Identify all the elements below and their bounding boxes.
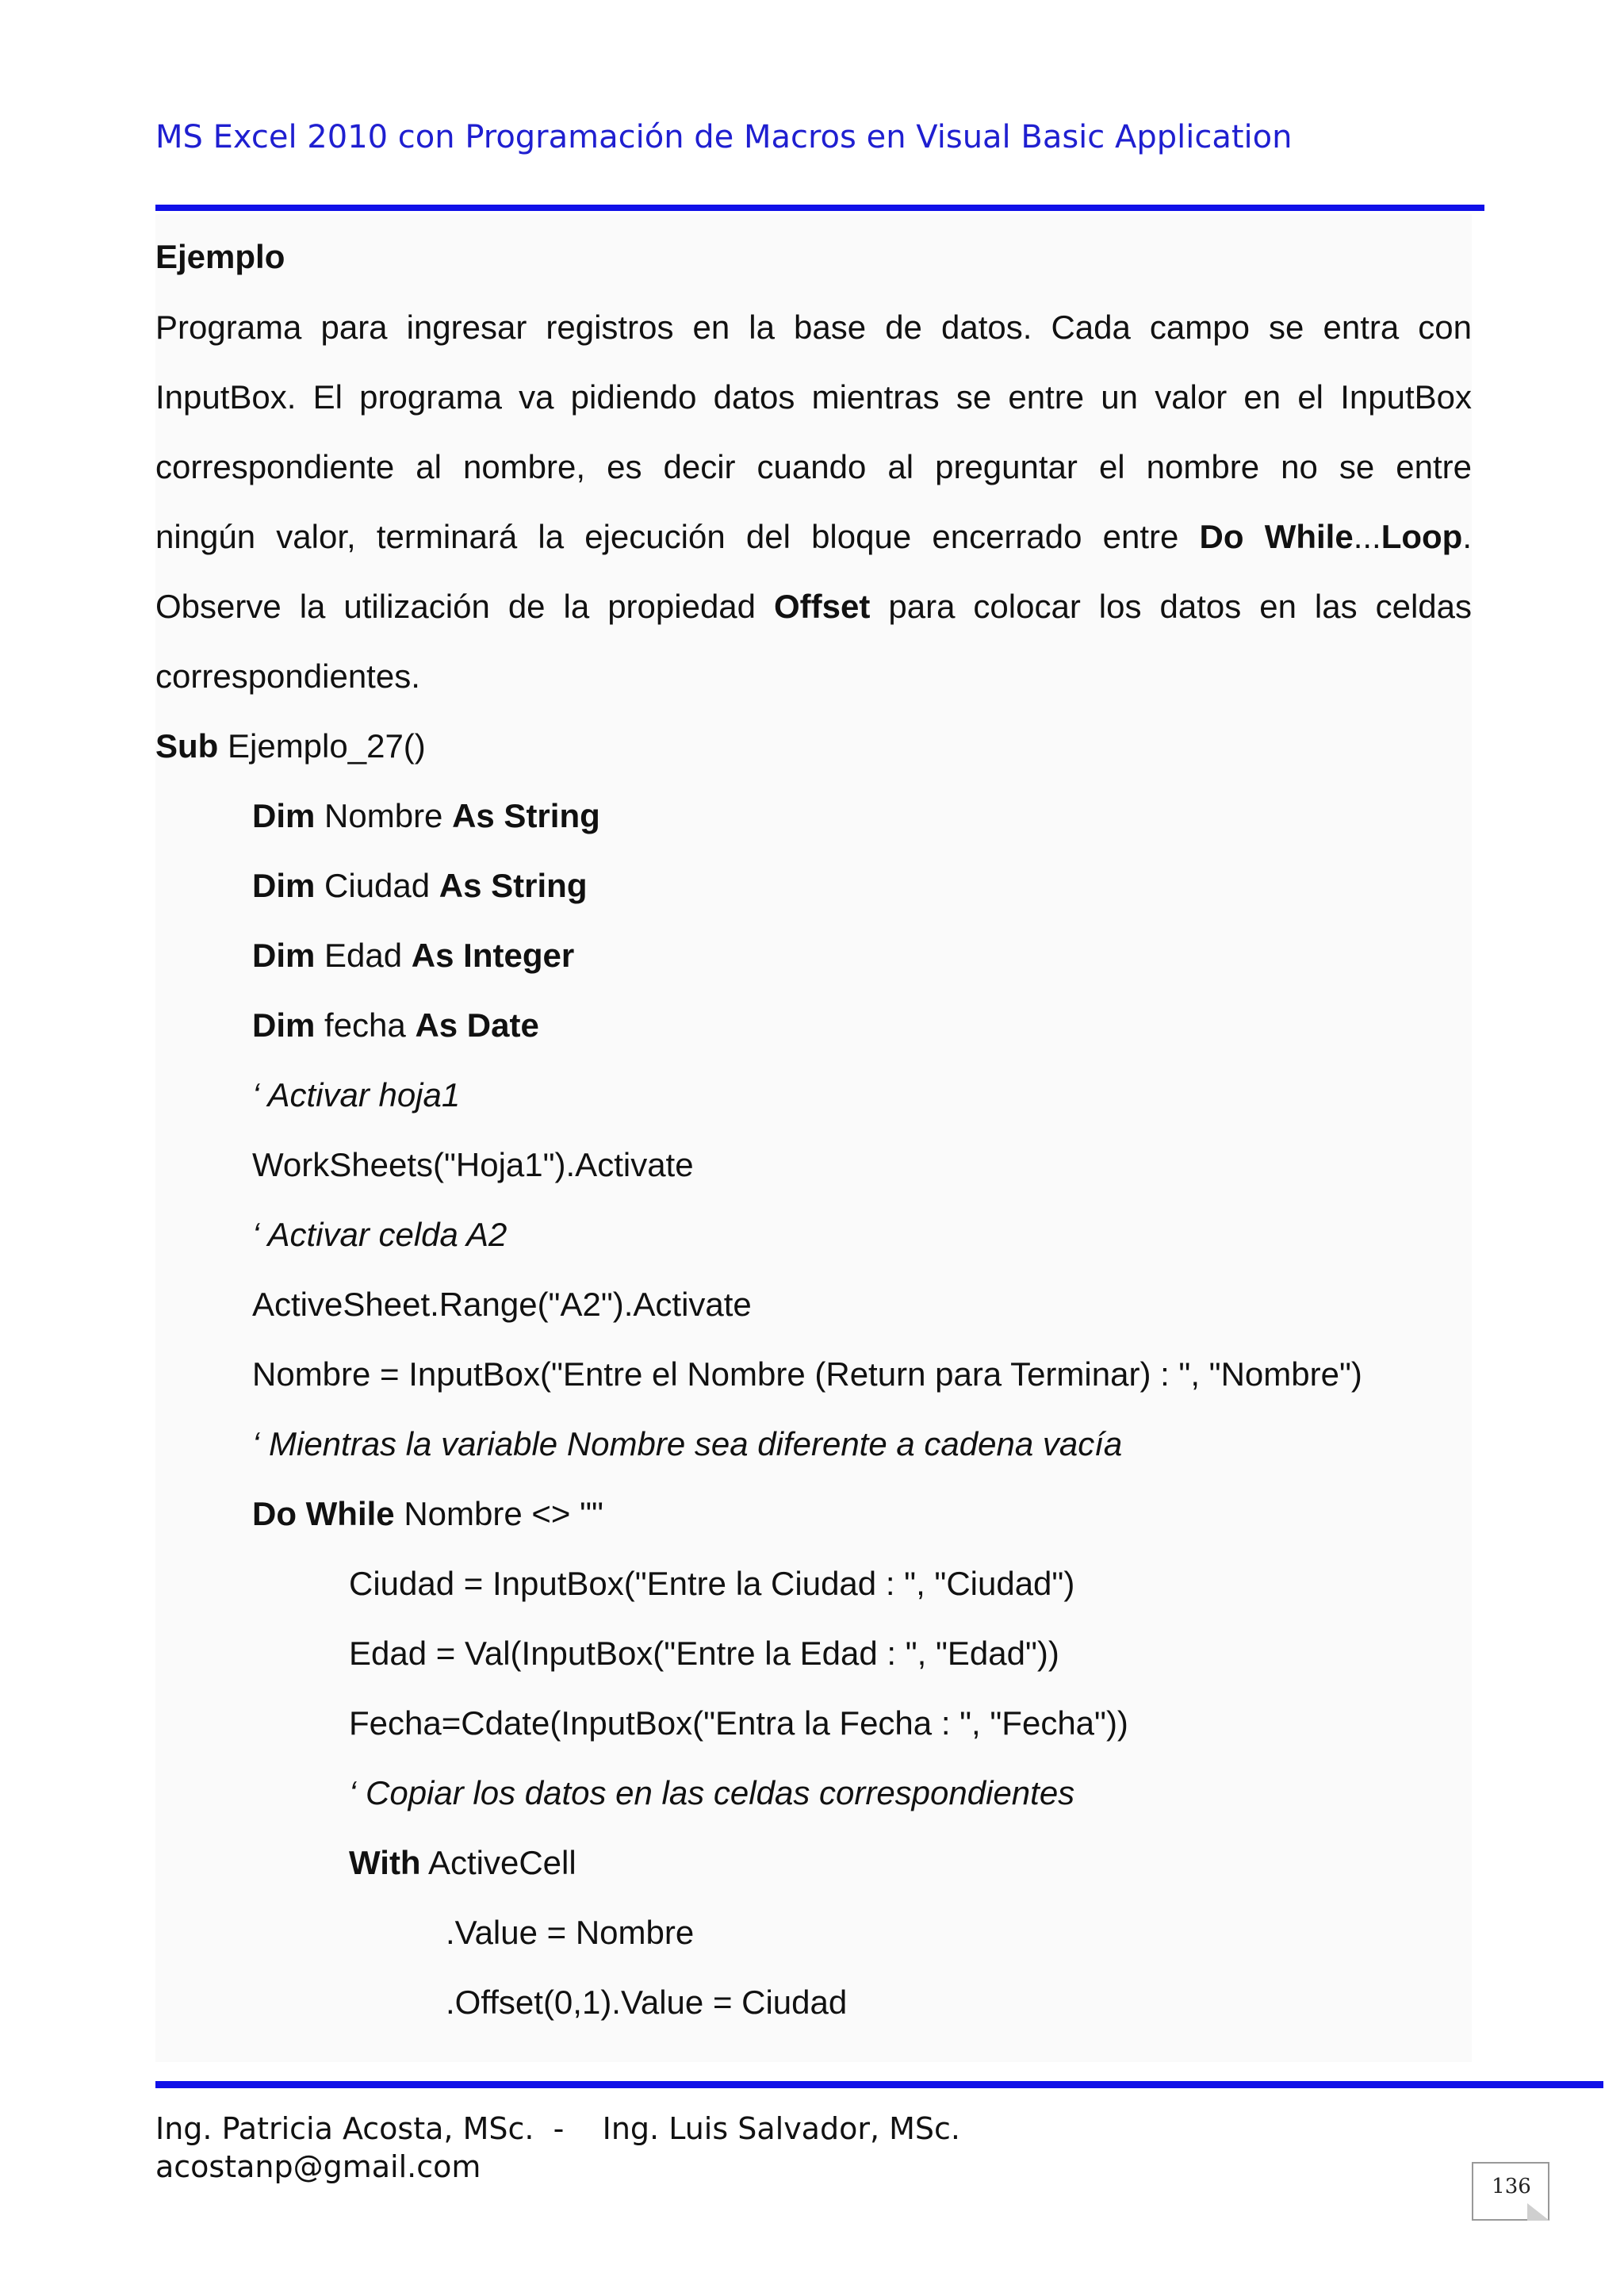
code-statement: Ciudad = InputBox("Entre la Ciudad : ", "Ciudad") [349, 1565, 1075, 1602]
section-title: Ejemplo [155, 238, 285, 275]
code-text: Ciudad [315, 867, 439, 904]
paragraph-line [155, 590, 1472, 623]
code-text: Nombre <> "" [394, 1495, 603, 1532]
keyword-do-while: Do While [252, 1495, 395, 1532]
code-statement: .Value = Nombre [446, 1914, 695, 1951]
keyword-type: As Date [415, 1006, 539, 1044]
footer-email: acostanp@gmail.com [155, 2149, 481, 2184]
code-text: Ejemplo_27() [218, 727, 426, 765]
keyword-sub: Sub [155, 727, 219, 765]
document-header-title: MS Excel 2010 con Programación de Macros en Visual Basic Application [155, 119, 1293, 155]
code-statement: WorkSheets("Hoja1").Activate [252, 1146, 694, 1183]
code-statement: Fecha=Cdate(InputBox("Entra la Fecha : ", "Fecha")) [349, 1704, 1128, 1742]
paragraph-text: . [1462, 518, 1473, 555]
paragraph-text: para colocar los datos en las celdas [870, 588, 1472, 625]
code-statement: ActiveSheet.Range("A2").Activate [252, 1286, 752, 1323]
code-text: ActiveCell [420, 1844, 576, 1881]
code-statement: .Offset(0,1).Value = Ciudad [446, 1984, 848, 2021]
paragraph-line: correspondiente al nombre, es decir cuando al preguntar el nombre no se entre [155, 448, 1472, 485]
paragraph-line: correspondientes. [155, 657, 420, 695]
paragraph-line [155, 520, 1472, 554]
code-dim-line [252, 869, 587, 903]
keyword-offset: Offset [774, 588, 871, 625]
paragraph-text: ningún valor, terminará la ejecución del bloque encerrado entre [155, 518, 1200, 555]
keyword-dim: Dim [252, 937, 316, 974]
code-statement: Edad = Val(InputBox("Entre la Edad : ", "Edad")) [349, 1635, 1059, 1672]
code-text: Edad [315, 937, 412, 974]
keyword-dim: Dim [252, 1006, 316, 1044]
keyword-type: As String [452, 797, 600, 834]
code-comment: ‘ Mientras la variable Nombre sea diferente a cadena vacía [252, 1425, 1123, 1462]
code-comment: ‘ Activar hoja1 [252, 1076, 461, 1114]
code-comment: ‘ Activar celda A2 [252, 1216, 508, 1253]
page-number-box [1472, 2162, 1549, 2221]
keyword-loop: Loop [1381, 518, 1463, 555]
paragraph-text: Observe la utilización de la propiedad [155, 588, 775, 625]
keyword-do-while: Do While [1199, 518, 1354, 555]
page-number: 136 [1492, 2175, 1531, 2198]
keyword-type: As Integer [411, 937, 575, 974]
footer-authors: Ing. Patricia Acosta, MSc. - Ing. Luis Salvador, MSc. [155, 2111, 960, 2146]
code-with [349, 1846, 576, 1880]
page-fold-icon [1527, 2203, 1549, 2221]
code-comment: ‘ Copiar los datos en las celdas correspondientes [349, 1774, 1075, 1811]
paragraph-line: Programa para ingresar registros en la base de datos. Cada campo se entra con [155, 309, 1472, 346]
code-dim-line [252, 1006, 539, 1044]
paragraph-text: ... [1353, 518, 1381, 555]
code-text: fecha [315, 1006, 416, 1044]
paragraph-line: InputBox. El programa va pidiendo datos mientras se entre un valor en el InputBox [155, 378, 1472, 416]
footer-rule [155, 2081, 1603, 2088]
code-text: Nombre [315, 797, 453, 834]
header-rule [155, 205, 1484, 211]
keyword-with: With [349, 1844, 421, 1881]
keyword-type: As String [439, 867, 588, 904]
code-dim-line [252, 939, 574, 972]
code-statement: Nombre = InputBox("Entre el Nombre (Return para Terminar) : ", "Nombre") [252, 1355, 1362, 1393]
keyword-dim: Dim [252, 867, 316, 904]
keyword-dim: Dim [252, 797, 316, 834]
code-dim-line [252, 799, 600, 833]
code-sub-declaration [155, 727, 426, 765]
code-do-while [252, 1497, 603, 1531]
